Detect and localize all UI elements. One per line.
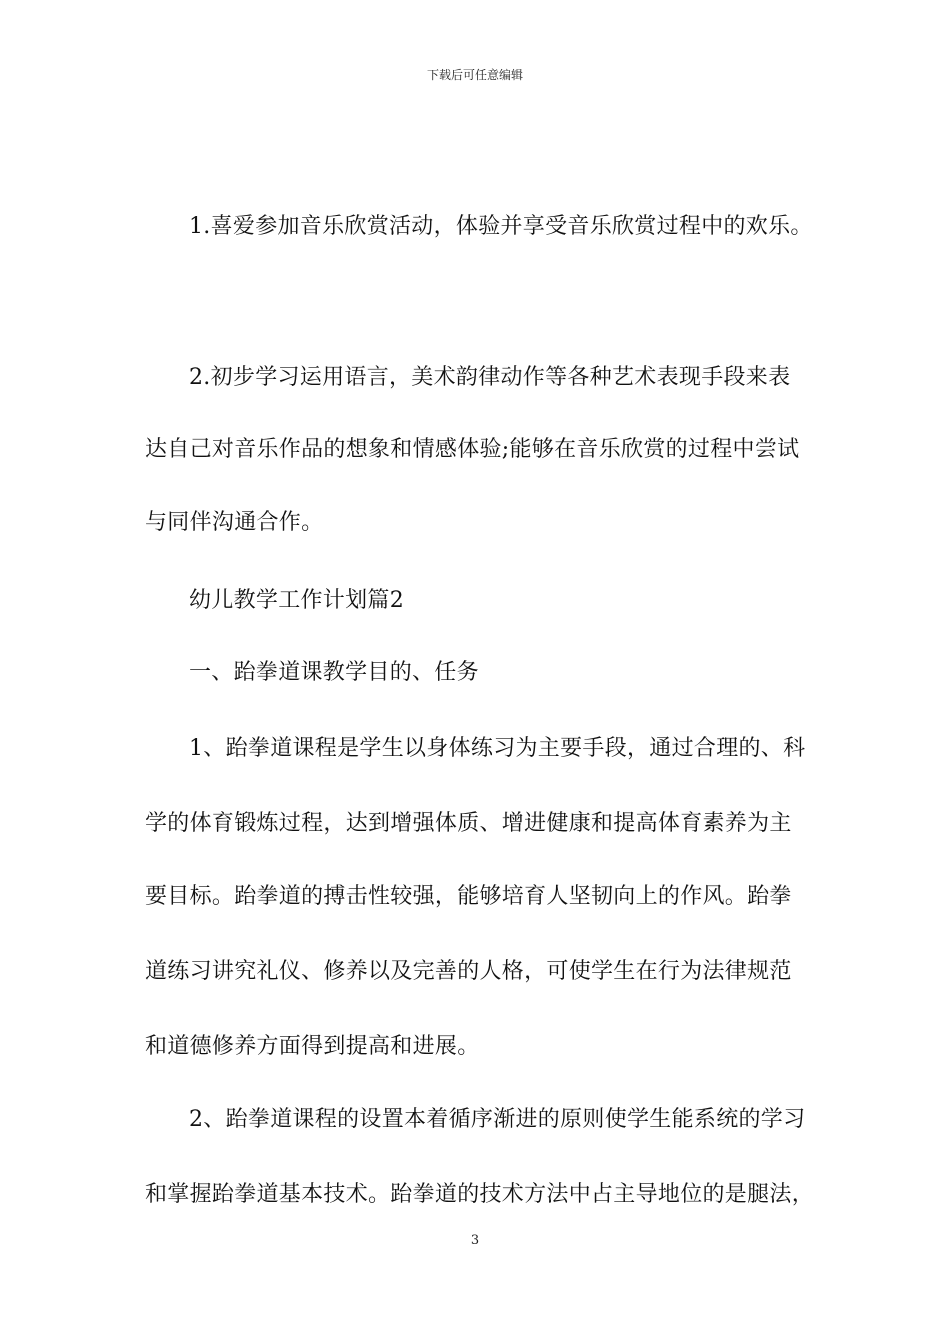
page-number: 3 xyxy=(470,1233,480,1248)
paragraph-line: 和道德修养方面得到提高和进展。 xyxy=(145,1034,480,1059)
paragraph-line: 1.喜爱参加音乐欣赏活动，体验并享受音乐欣赏过程中的欢乐。 xyxy=(189,214,813,239)
paragraph-line: 道练习讲究礼仪、修养以及完善的人格，可使学生在行为法律规范 xyxy=(145,959,792,984)
paragraph-line: 学的体育锻炼过程，达到增强体质、增进健康和提高体育素养为主 xyxy=(145,811,792,836)
section-title: 幼儿教学工作计划篇2 xyxy=(189,588,404,613)
page-header: 下载后可任意编辑 xyxy=(426,68,523,82)
paragraph-line: 1、跆拳道课程是学生以身体练习为主要手段，通过合理的、科 xyxy=(189,736,806,761)
paragraph-line: 达自己对音乐作品的想象和情感体验;能够在音乐欣赏的过程中尝试 xyxy=(145,437,800,462)
subsection-heading: 一、跆拳道课教学目的、任务 xyxy=(189,660,479,685)
paragraph-line: 和掌握跆拳道基本技术。跆拳道的技术方法中占主导地位的是腿法， xyxy=(145,1182,815,1207)
paragraph-line: 要目标。跆拳道的搏击性较强，能够培育人坚韧向上的作风。跆拳 xyxy=(145,884,792,909)
paragraph-line: 2.初步学习运用语言，美术韵律动作等各种艺术表现手段来表 xyxy=(189,365,791,390)
paragraph-line: 2、跆拳道课程的设置本着循序渐进的原则使学生能系统的学习 xyxy=(189,1107,806,1132)
paragraph-line: 与同伴沟通合作。 xyxy=(145,510,324,535)
